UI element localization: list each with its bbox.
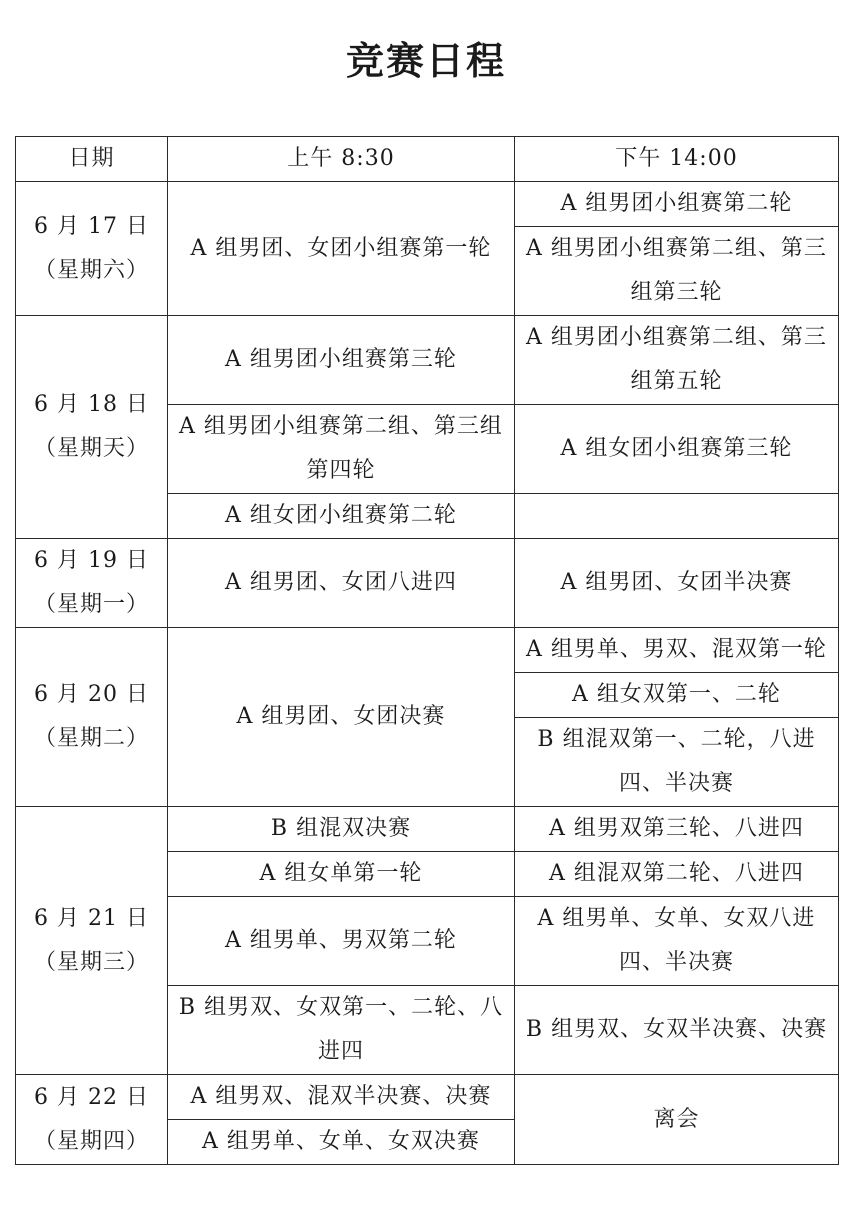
header-morning: 上午 8:30 <box>168 137 515 182</box>
morning-event: A 组男团小组赛第三轮 <box>168 316 515 405</box>
afternoon-event: A 组男单、男双、混双第一轮 <box>515 628 839 673</box>
morning-event: A 组女单第一轮 <box>168 852 515 897</box>
date-cell <box>16 182 168 316</box>
weekday-text: （星期天） <box>33 436 149 461</box>
morning-event: A 组男团、女团八进四 <box>168 539 515 628</box>
date-text: 6 月 21 日 <box>34 905 149 931</box>
afternoon-event: A 组男单、女单、女双八进四、半决赛 <box>515 897 839 986</box>
date-cell <box>16 316 168 539</box>
date-cell <box>16 539 168 628</box>
morning-event: A 组男单、男双第二轮 <box>168 897 515 986</box>
afternoon-event: A 组混双第二轮、八进四 <box>515 852 839 897</box>
afternoon-event: A 组男团小组赛第二组、第三组第三轮 <box>515 227 839 316</box>
afternoon-event: A 组男团小组赛第二轮 <box>515 182 839 227</box>
morning-event: B 组男双、女双第一、二轮、八进四 <box>168 986 515 1075</box>
table-row <box>16 1075 839 1120</box>
afternoon-event: A 组男团小组赛第二组、第三组第五轮 <box>515 316 839 405</box>
morning-event: A 组男单、女单、女双决赛 <box>168 1120 515 1165</box>
afternoon-event: B 组男双、女双半决赛、决赛 <box>515 986 839 1075</box>
weekday-text: （星期三） <box>33 949 149 975</box>
weekday-text: （星期二） <box>33 726 149 751</box>
table-row <box>16 807 839 852</box>
afternoon-event: A 组男团、女团半决赛 <box>515 539 839 628</box>
morning-event: A 组女团小组赛第二轮 <box>168 494 515 539</box>
page-title: 竞赛日程 <box>345 38 506 83</box>
afternoon-event: 离会 <box>515 1075 839 1165</box>
afternoon-event <box>515 494 839 539</box>
morning-event: B 组混双决赛 <box>168 807 515 852</box>
date-cell <box>16 807 168 1075</box>
header-date: 日期 <box>16 137 168 182</box>
date-text: 6 月 20 日 <box>34 682 149 707</box>
weekday-text: （星期四） <box>33 1128 149 1154</box>
header-row <box>16 137 839 182</box>
schedule-table <box>15 136 839 1165</box>
date-text: 6 月 17 日 <box>34 213 149 239</box>
date-cell <box>16 628 168 807</box>
date-text: 6 月 18 日 <box>34 392 149 417</box>
afternoon-event: B 组混双第一、二轮，八进四、半决赛 <box>515 718 839 807</box>
weekday-text: （星期六） <box>33 257 149 283</box>
afternoon-event: A 组女团小组赛第三轮 <box>515 405 839 494</box>
date-text: 6 月 22 日 <box>34 1084 149 1110</box>
weekday-text: （星期一） <box>33 592 149 617</box>
afternoon-event: A 组女双第一、二轮 <box>515 673 839 718</box>
morning-event: A 组男团小组赛第二组、第三组第四轮 <box>168 405 515 494</box>
afternoon-event: A 组男双第三轮、八进四 <box>515 807 839 852</box>
header-afternoon: 下午 14:00 <box>515 137 839 182</box>
morning-event: A 组男团、女团小组赛第一轮 <box>168 182 515 316</box>
date-cell <box>16 1075 168 1165</box>
date-text: 6 月 19 日 <box>34 548 149 573</box>
morning-event: A 组男双、混双半决赛、决赛 <box>168 1075 515 1120</box>
table-row <box>16 182 839 227</box>
morning-event: A 组男团、女团决赛 <box>168 628 515 807</box>
